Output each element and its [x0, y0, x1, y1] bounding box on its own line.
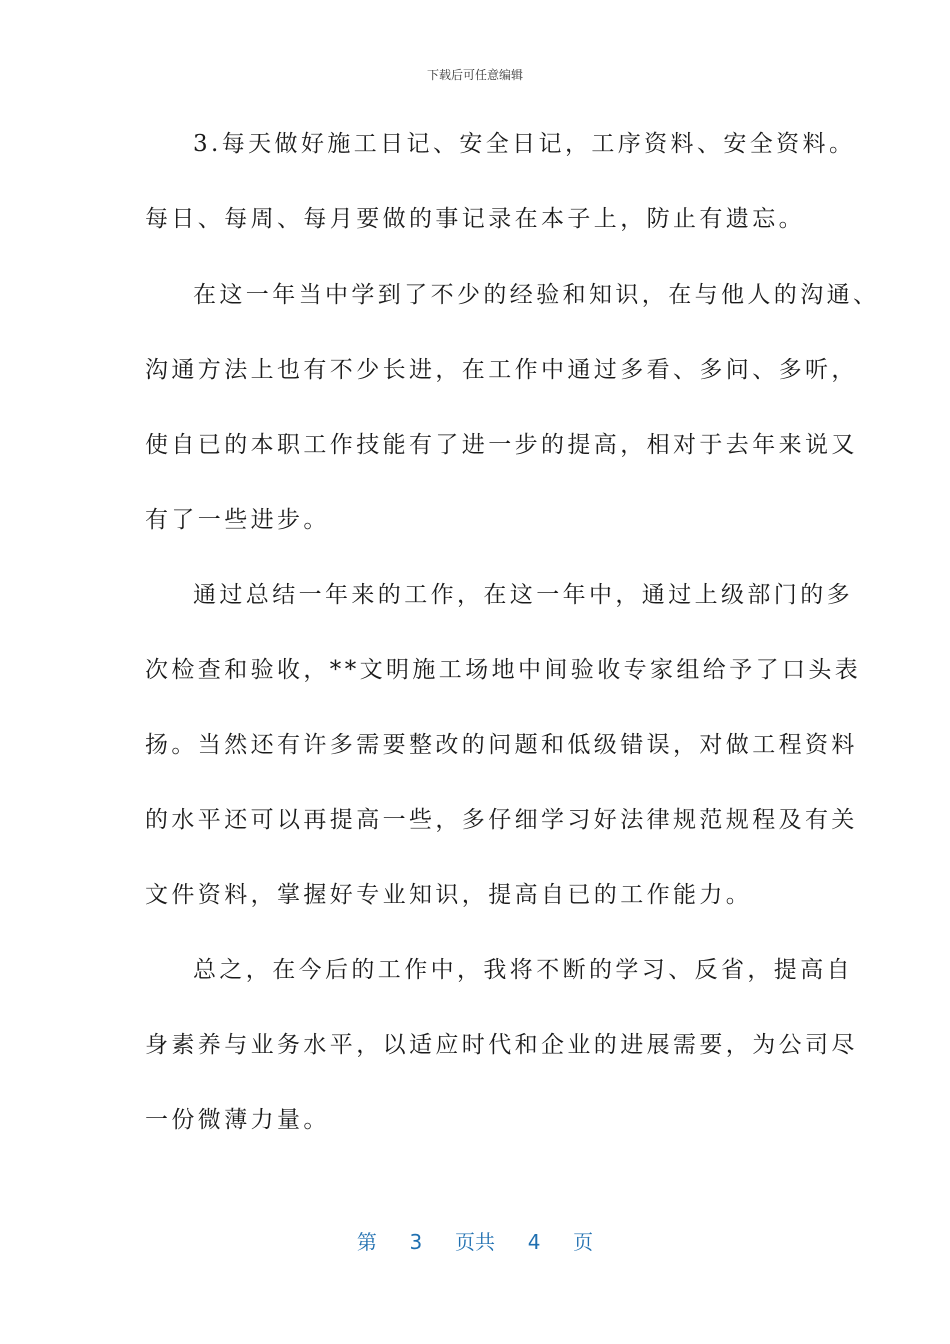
body-line: 沟通方法上也有不少长进，在工作中通过多看、多问、多听，: [145, 357, 858, 383]
total-pages-number: 4: [527, 1230, 541, 1254]
footer-suffix: 页: [573, 1230, 594, 1254]
footer-middle: 页共: [455, 1230, 495, 1254]
body-line: 每日、每周、每月要做的事记录在本子上，防止有遗忘。: [145, 206, 805, 232]
body-line: 3.每天做好施工日记、安全日记，工序资料、安全资料。: [193, 131, 856, 157]
page-header: 下载后可任意编辑: [426, 68, 523, 82]
current-page-number: 3: [409, 1230, 423, 1254]
body-line: 有了一些进步。: [145, 507, 330, 533]
body-line: 次检查和验收，**文明施工场地中间验收专家组给予了口头表: [145, 657, 862, 683]
body-line: 一份微薄力量。: [145, 1107, 330, 1133]
body-line: 通过总结一年来的工作，在这一年中，通过上级部门的多: [193, 582, 853, 608]
body-line: 使自已的本职工作技能有了进一步的提高，相对于去年来说又: [145, 432, 858, 458]
body-line: 扬。当然还有许多需要整改的问题和低级错误，对做工程资料: [145, 732, 858, 758]
footer-prefix: 第: [356, 1230, 377, 1254]
body-line: 的水平还可以再提高一些，多仔细学习好法律规范规程及有关: [145, 807, 858, 833]
body-line: 文件资料，掌握好专业知识，提高自已的工作能力。: [145, 882, 753, 908]
body-line: 在这一年当中学到了不少的经验和知识，在与他人的沟通、: [193, 282, 880, 308]
body-line: 总之，在今后的工作中，我将不断的学习、反省，提高自: [193, 957, 853, 983]
body-line: 身素养与业务水平，以适应时代和企业的进展需要，为公司尽: [145, 1032, 858, 1058]
page-footer: [0, 1226, 950, 1255]
